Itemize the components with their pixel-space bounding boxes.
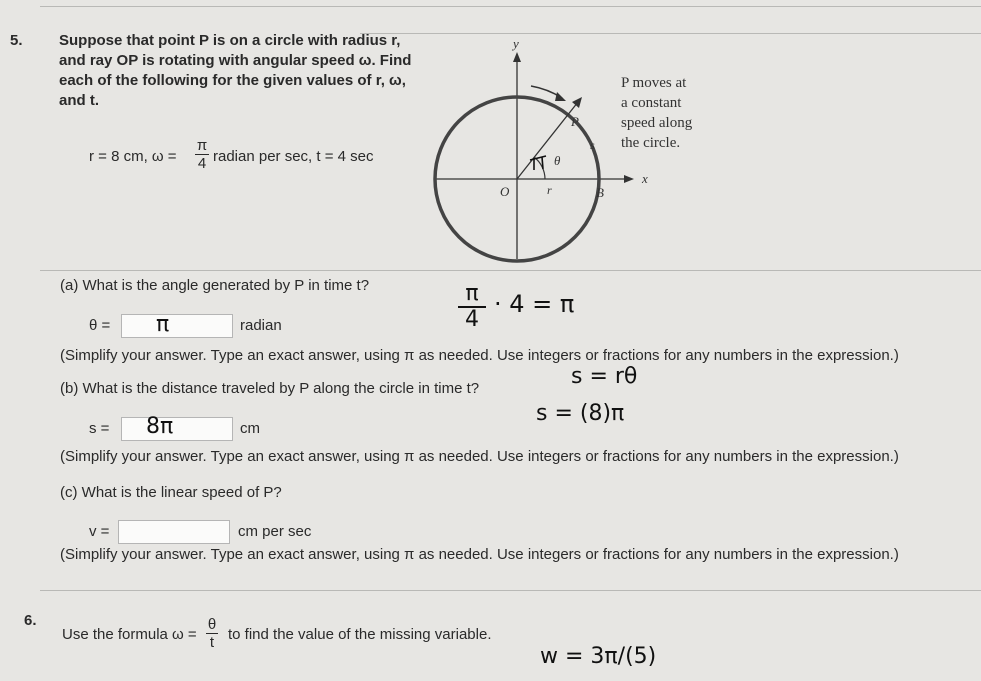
part-b-work1: s = rθ [571, 364, 638, 389]
part-b-answer: 8π [146, 414, 174, 439]
p-label: P [571, 114, 579, 129]
q5-line3: each of the following for the given values of r, ω, [59, 72, 406, 89]
part-a-work-rest: · 4 = π [494, 290, 575, 318]
x-label: x [642, 171, 648, 186]
part-c-question: (c) What is the linear speed of P? [60, 484, 282, 501]
r-label: r [547, 183, 552, 197]
o-label: O [500, 184, 510, 199]
ray-op-arrow [572, 97, 582, 108]
part-b-work2: s = (8)π [536, 401, 625, 426]
given-rest: radian per sec, t = 4 sec [213, 148, 374, 165]
q6-frac-num: θ [207, 616, 217, 633]
q6-text-before: Use the formula ω = [62, 626, 197, 643]
caption-line-1: P moves at [621, 75, 687, 91]
part-a-work-num: π [465, 281, 479, 306]
part-a-question: (a) What is the angle generated by P in time t? [60, 277, 370, 294]
q5-number: 5. [10, 32, 23, 49]
part-a-answer-box[interactable] [121, 314, 233, 338]
q5-line1: Suppose that point P is on a circle with radius r, [59, 32, 401, 49]
part-a-instruction: (Simplify your answer. Type an exact answer, using π as needed. Use integers or fractions for any numbers in the expression.) [60, 347, 899, 364]
s-label: s [590, 138, 595, 152]
theta-label: θ [554, 153, 561, 168]
part-b-var: s = [89, 420, 110, 437]
part-c-unit: cm per sec [238, 523, 312, 540]
part-b-question: (b) What is the distance traveled by P along the circle in time t? [60, 380, 480, 397]
q6-text [62, 616, 582, 656]
b-label: B [596, 185, 604, 200]
motion-arrowhead [555, 92, 566, 101]
caption-line-3: speed along [621, 115, 693, 131]
ray-op [517, 102, 578, 179]
x-axis-arrow [624, 175, 634, 183]
q6-work: w = 3π/(5) [540, 644, 657, 669]
part-b-instruction: (Simplify your answer. Type an exact answer, using π as needed. Use integers or fractions for any numbers in the expression.) [60, 448, 899, 465]
part-a-var: θ = [89, 317, 111, 334]
hand-pi-mark [530, 156, 546, 170]
caption-line-2: a constant [621, 95, 682, 111]
q6-fraction [206, 616, 218, 651]
part-a-answer: π [156, 312, 170, 337]
q6-text-after: to find the value of the missing variable. [228, 626, 492, 643]
y-label: y [513, 36, 519, 51]
part-b-unit: cm [240, 420, 260, 437]
part-a-unit: radian [240, 317, 282, 334]
y-axis-arrow [513, 52, 521, 62]
q6-number: 6. [24, 612, 37, 629]
part-b-answer-box[interactable] [121, 414, 233, 441]
q5-line2: and ray OP is rotating with angular speed ω. Find [59, 52, 412, 69]
part-c-answer-box[interactable] [118, 520, 230, 544]
given-pi: π [196, 137, 208, 154]
part-a-work-den: 4 [458, 306, 486, 332]
part-a-work-fraction [458, 282, 486, 332]
q6-frac-den: t [206, 633, 218, 651]
q5-line4: and t. [59, 92, 99, 109]
part-c-instruction: (Simplify your answer. Type an exact answer, using π as needed. Use integers or fractions for any numbers in the expression.) [60, 546, 899, 563]
given-fraction [195, 137, 209, 172]
given-r: r = 8 cm, ω = [89, 148, 177, 165]
given-4: 4 [195, 154, 209, 172]
part-c-var: v = [89, 523, 110, 540]
figure-caption [621, 73, 692, 153]
caption-line-4: the circle. [621, 135, 681, 151]
